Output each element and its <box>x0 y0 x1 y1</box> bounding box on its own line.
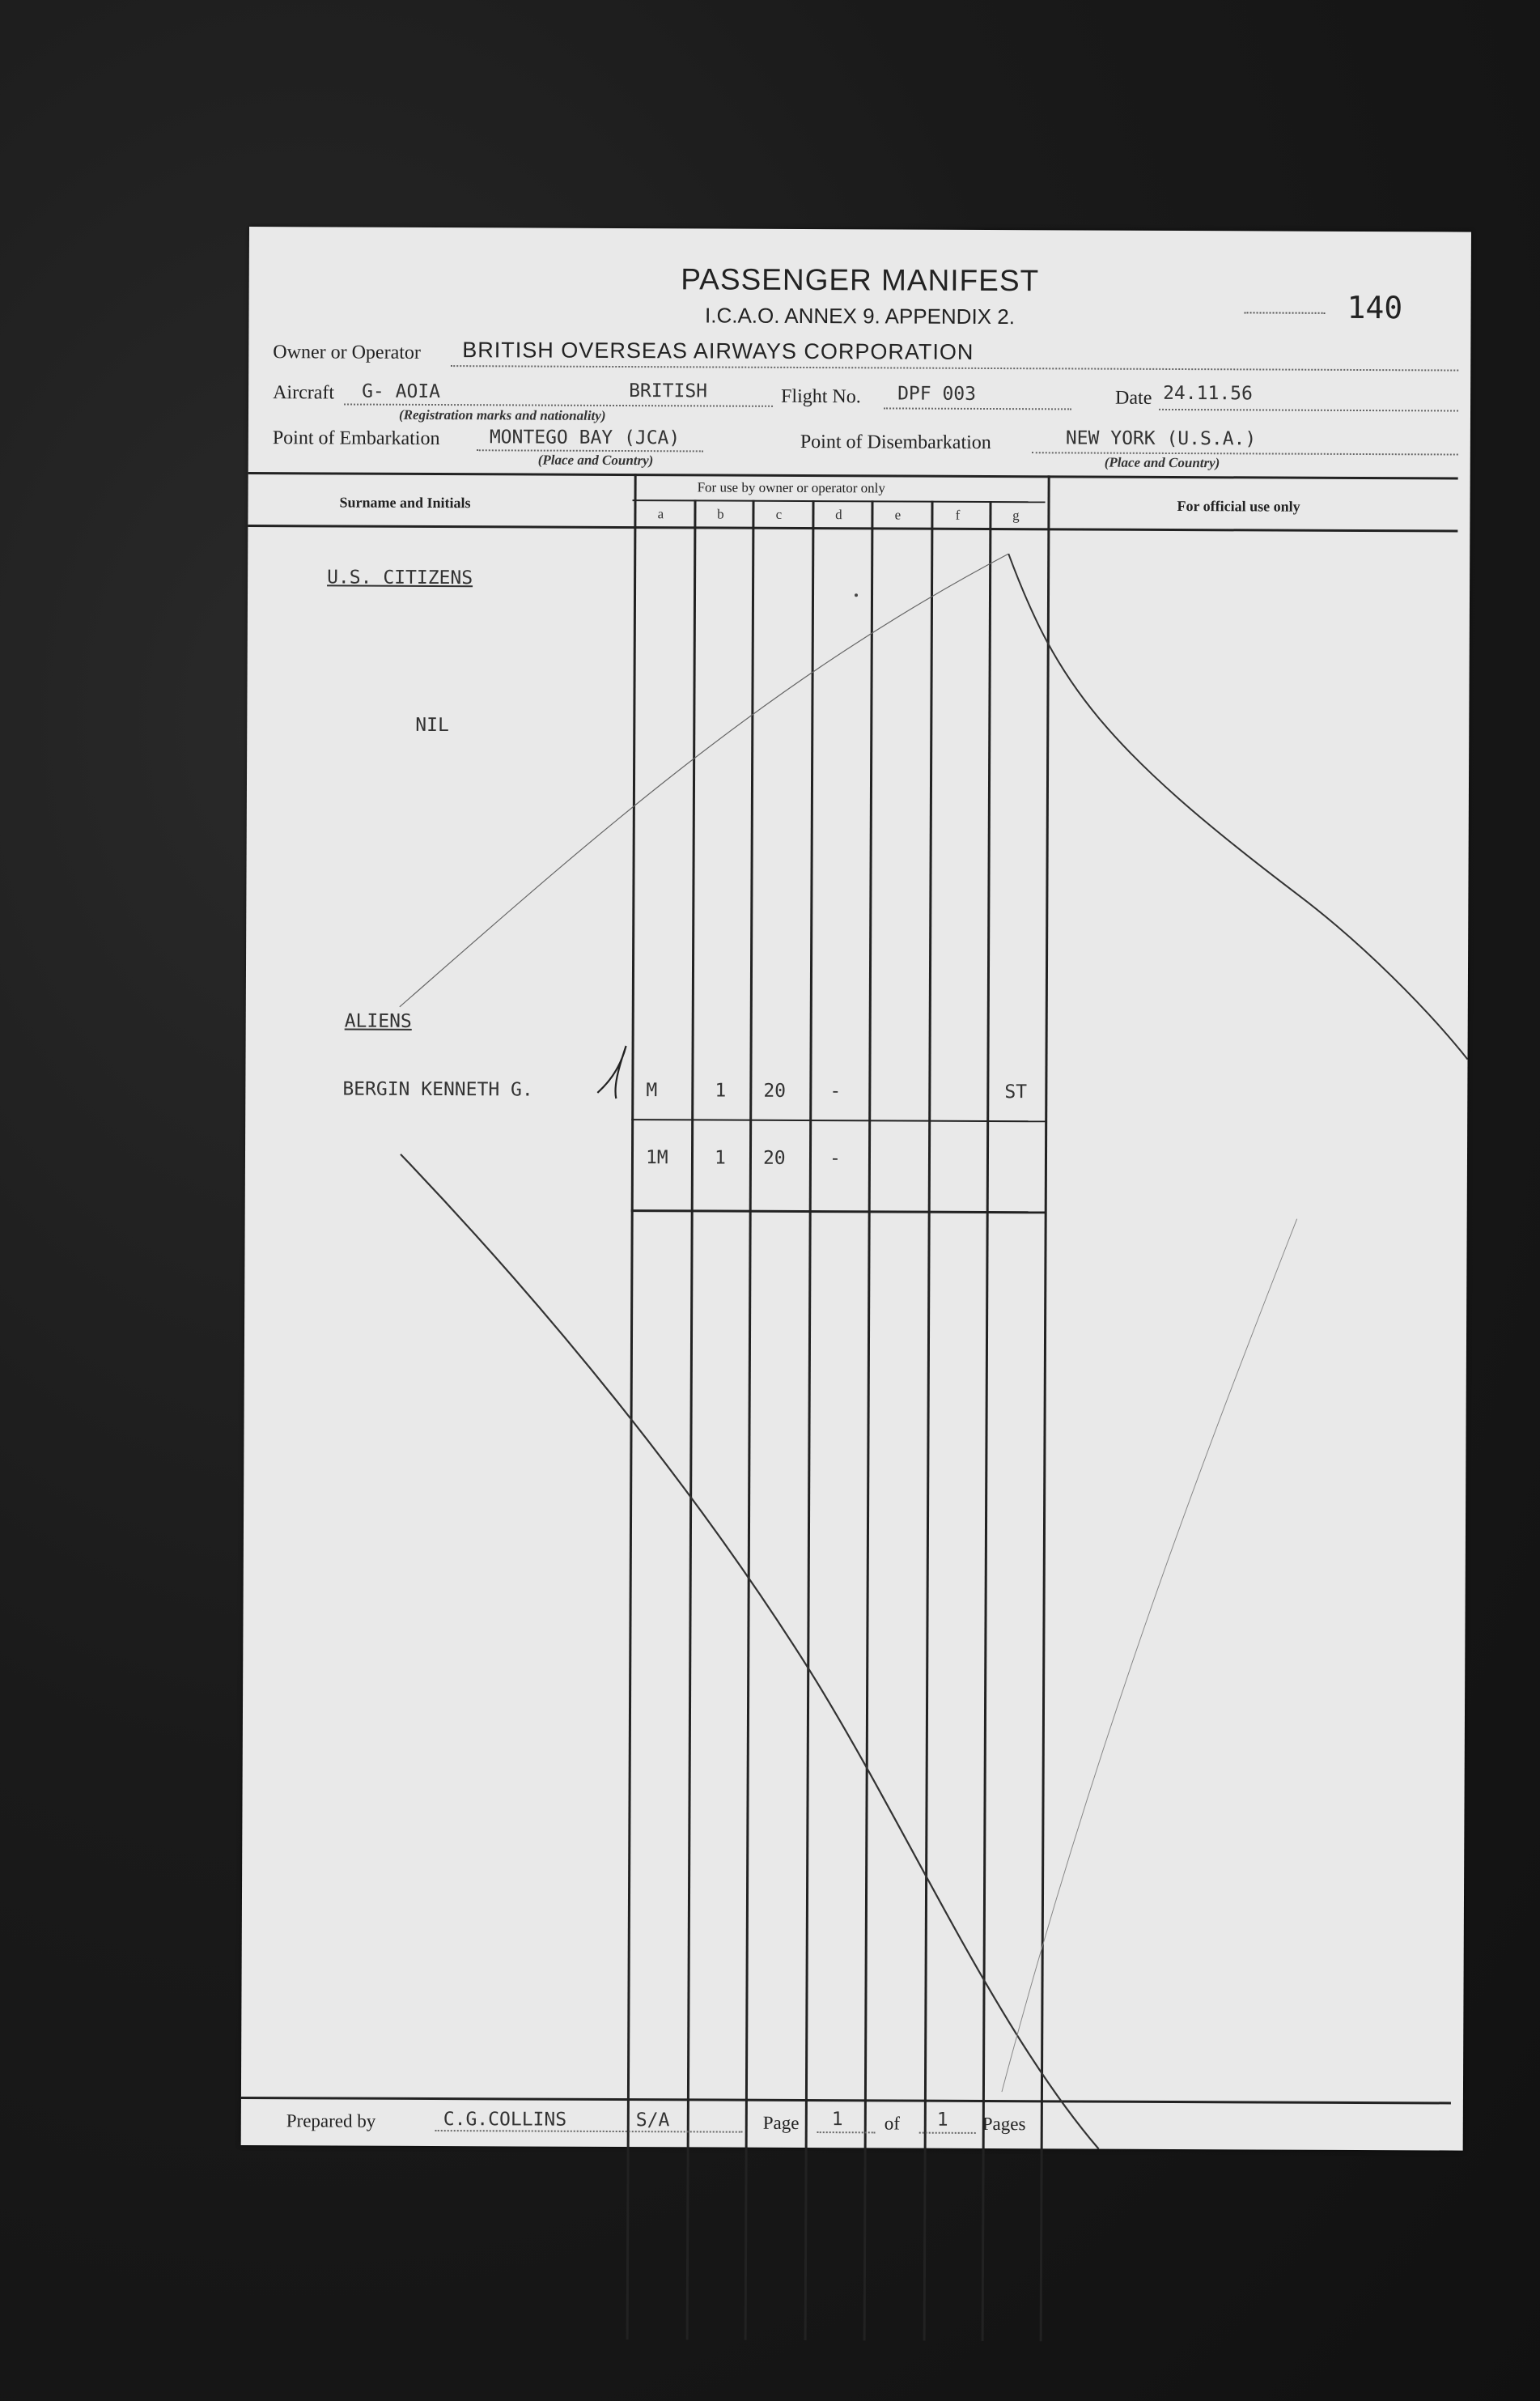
column-letter-b: b <box>717 506 724 522</box>
page-label: Page <box>762 2112 800 2133</box>
prepared-by-role: S/A <box>635 2110 670 2131</box>
date-label: Date <box>1115 387 1152 409</box>
column-header-name: Surname and Initials <box>339 494 471 512</box>
embark-value: MONTEGO BAY (JCA) <box>489 427 681 449</box>
row2-col-b: 1 <box>714 1147 726 1169</box>
aircraft-registration: G- AOIA <box>362 380 441 403</box>
date-value: 24.11.56 <box>1163 382 1253 405</box>
of-label: of <box>884 2113 901 2134</box>
us-citizens-heading: U.S. CITIZENS <box>327 567 473 589</box>
page-value: 1 <box>831 2109 843 2131</box>
passenger-name: BERGIN KENNETH G. <box>342 1078 533 1101</box>
row1-col-c: 20 <box>763 1080 787 1102</box>
row1-col-d: - <box>829 1081 842 1103</box>
us-citizens-value: NIL <box>415 714 449 737</box>
row2-col-a: 1M <box>645 1147 668 1169</box>
row1-col-g: ST <box>1004 1082 1028 1103</box>
row2-col-d: - <box>829 1148 841 1170</box>
aircraft-nationality: BRITISH <box>629 380 708 402</box>
flight-label: Flight No. <box>781 385 861 408</box>
row1-col-a: M <box>646 1080 658 1102</box>
column-letter-f: f <box>955 507 961 523</box>
column-letter-g: g <box>1012 508 1020 524</box>
pencil-marks <box>241 227 1471 2151</box>
row2-col-c: 20 <box>762 1147 786 1169</box>
column-header-official: For official use only <box>1177 498 1300 515</box>
owner-label: Owner or Operator <box>273 342 421 363</box>
aliens-heading: ALIENS <box>344 1010 412 1032</box>
document-subtitle: I.C.A.O. ANNEX 9. APPENDIX 2. <box>704 303 1016 329</box>
aircraft-label: Aircraft <box>273 382 335 404</box>
embark-label: Point of Embarkation <box>272 427 440 450</box>
ink-dot <box>855 593 858 597</box>
prepared-by-label: Prepared by <box>286 2110 376 2131</box>
pencil-line-right-arc <box>1007 554 1470 1059</box>
pencil-line-diagonal <box>397 1154 1103 2149</box>
pages-label: Pages <box>982 2113 1026 2135</box>
flight-value: DPF 003 <box>897 383 977 405</box>
prepared-by-value: C.G.COLLINS <box>443 2109 567 2131</box>
pencil-line-left-arc <box>400 551 1008 1009</box>
disembark-label: Point of Disembarkation <box>800 431 991 454</box>
handwritten-check-mark <box>597 1046 626 1099</box>
column-letter-c: c <box>775 506 783 522</box>
sheet-number: 140 <box>1347 289 1403 326</box>
embark-note: (Place and Country) <box>537 452 654 469</box>
document-title: PASSENGER MANIFEST <box>681 262 1040 298</box>
column-letter-d: d <box>835 507 842 523</box>
of-value: 1 <box>936 2109 948 2131</box>
disembark-value: NEW YORK (U.S.A.) <box>1065 427 1257 450</box>
registration-note: (Registration marks and nationality) <box>398 406 606 423</box>
manifest-page <box>241 227 1471 2151</box>
row1-col-b: 1 <box>715 1080 727 1102</box>
column-header-owner-use: For use by owner or operator only <box>697 479 885 496</box>
pencil-line-faint <box>1002 1217 1297 2093</box>
owner-value: BRITISH OVERSEAS AIRWAYS CORPORATION <box>462 338 974 364</box>
column-letter-a: a <box>657 506 664 522</box>
disembark-note: (Place and Country) <box>1104 454 1220 471</box>
column-letter-e: e <box>894 507 902 523</box>
